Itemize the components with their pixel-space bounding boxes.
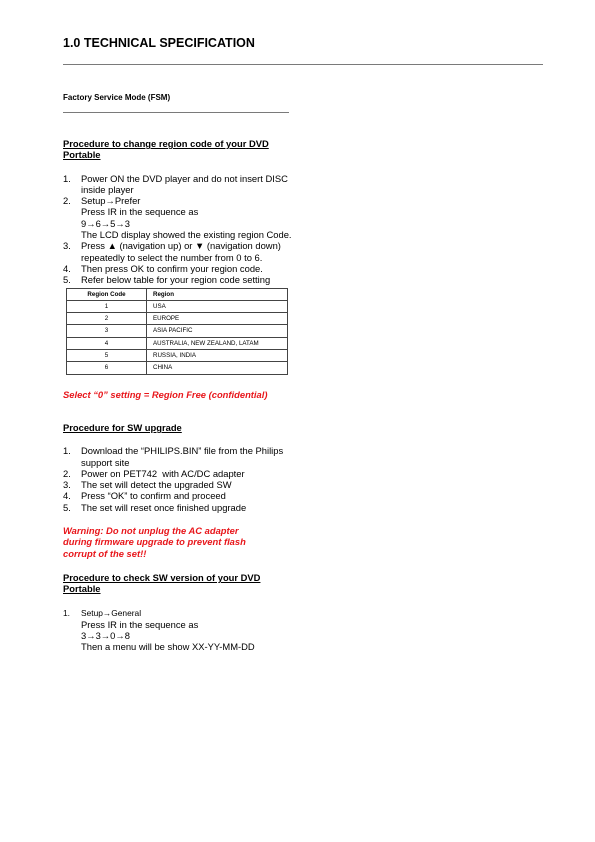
table-cell: 6: [67, 362, 147, 374]
region-procedure-heading: Procedure to change region code of your DVD Portable: [63, 138, 269, 161]
firmware-warning: Warning: Do not unplug the AC adapter during firmware upgrade to prevent flash corrupt of the set!!: [63, 525, 246, 559]
table-header-row: [67, 288, 288, 300]
step-text: Refer below table for your region code setting: [81, 274, 271, 286]
list-item: [63, 240, 293, 263]
table-cell: 1: [67, 300, 147, 312]
table-row: [67, 350, 288, 362]
sw-upgrade-heading: Procedure for SW upgrade: [63, 422, 182, 433]
list-item: [63, 502, 293, 513]
step-text: Download the “PHILIPS.BIN” file from the Philips support site: [81, 445, 284, 468]
sw-version-heading: Procedure to check SW version of your DVD Portable: [63, 572, 261, 595]
table-row: [67, 300, 288, 312]
table-cell: EUROPE: [147, 313, 288, 325]
sw-version-block: [63, 572, 293, 653]
step-text: Setup→General: [81, 607, 142, 618]
step-text: The LCD display showed the existing region Code.: [81, 229, 292, 241]
step-text: Then a menu will be show XX-YY-MM-DD: [81, 641, 255, 653]
table-cell: USA: [147, 300, 288, 312]
section-title: Factory Service Mode (FSM): [63, 93, 171, 102]
step-text: Press IR in the sequence as: [81, 618, 199, 630]
step-text: 3→3→0→8: [81, 630, 130, 642]
step-text: Then press OK to confirm your region code.: [81, 262, 263, 274]
table-cell: ASIA PACIFIC: [147, 325, 288, 337]
page-title: 1.0 TECHNICAL SPECIFICATION: [63, 36, 255, 50]
table-cell: RUSSIA, INDIA: [147, 350, 288, 362]
step-number: 4.: [63, 490, 71, 502]
list-item: [63, 263, 293, 274]
table-cell: AUSTRALIA, NEW ZEALAND, LATAM: [147, 337, 288, 349]
region-procedure-block: [63, 138, 293, 400]
list-item: [63, 490, 293, 501]
table-cell: 5: [67, 350, 147, 362]
table-header-region-code: Region Code: [67, 288, 147, 300]
region-free-note: Select “0” setting = Region Free (confidential): [63, 388, 268, 400]
step-number: 5.: [63, 274, 71, 286]
list-item: [63, 274, 293, 285]
section-divider: [63, 112, 289, 113]
sw-upgrade-steps-list: [63, 445, 293, 513]
step-number: 1.: [63, 445, 71, 457]
table-cell: 2: [67, 313, 147, 325]
region-code-table: [66, 288, 288, 375]
step-number: 2.: [63, 195, 71, 207]
table-row: [67, 337, 288, 349]
step-text: The set will detect the upgraded SW: [81, 479, 232, 491]
table-header-region: Region: [147, 288, 288, 300]
list-item: [63, 195, 293, 240]
step-number: 1.: [63, 172, 71, 184]
step-number: 1.: [63, 607, 70, 618]
step-number: 3.: [63, 240, 71, 252]
table-cell: 4: [67, 337, 147, 349]
step-number: 2.: [63, 467, 71, 479]
list-item: [63, 479, 293, 490]
step-text: The set will reset once finished upgrade: [81, 501, 247, 513]
step-text: [81, 607, 293, 619]
step-text: Power ON the DVD player and do not insert DISC inside player: [81, 172, 288, 195]
top-divider: [63, 64, 543, 65]
step-text: Press IR in the sequence as: [81, 206, 199, 218]
table-cell: CHINA: [147, 362, 288, 374]
step-text: Power on PET742 with AC/DC adapter: [81, 467, 245, 479]
step-text: 9→6→5→3: [81, 217, 130, 229]
list-item: [63, 468, 293, 479]
step-text: Press ▲ (navigation up) or ▼ (navigation down) repeatedly to select the number from 0 to 6.: [81, 240, 281, 263]
sw-upgrade-block: [63, 422, 293, 559]
table-row: [67, 362, 288, 374]
list-item: [63, 607, 293, 653]
step-text: Press “OK” to confirm and proceed: [81, 490, 226, 502]
list-item: [63, 445, 293, 468]
step-number: 3.: [63, 479, 71, 491]
step-number: 5.: [63, 501, 71, 513]
table-row: [67, 313, 288, 325]
list-item: [63, 173, 293, 196]
table-cell: 3: [67, 325, 147, 337]
step-number: 4.: [63, 262, 71, 274]
region-steps-list: [63, 173, 293, 286]
sw-version-steps-list: [63, 607, 293, 653]
table-row: [67, 325, 288, 337]
step-text: Setup→Prefer: [81, 195, 141, 207]
